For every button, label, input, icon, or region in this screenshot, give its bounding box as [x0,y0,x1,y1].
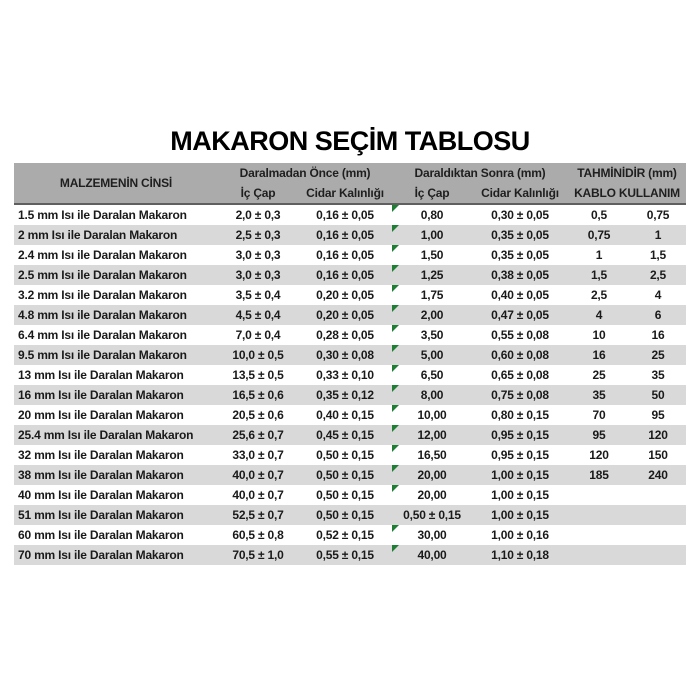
column-header-cable-usage: KABLO KULLANIM [568,183,686,204]
cell-after-wall-thickness: 0,40 ± 0,05 [472,285,568,305]
column-group-after-shrink: Daraldıktan Sonra (mm) [392,163,568,183]
cell-material-name: 2.5 mm Isı ile Daralan Makaron [14,265,218,285]
cell-before-inner-diameter: 40,0 ± 0,7 [218,465,298,485]
cell-before-wall-thickness: 0,28 ± 0,05 [298,325,392,345]
cell-material-name: 3.2 mm Isı ile Daralan Makaron [14,285,218,305]
cell-error-triangle-icon [392,545,399,552]
cell-error-triangle-icon [392,425,399,432]
cell-after-wall-thickness: 0,75 ± 0,08 [472,385,568,405]
table-row [14,305,686,325]
table-row [14,385,686,405]
cell-before-inner-diameter: 25,6 ± 0,7 [218,425,298,445]
cell-before-wall-thickness: 0,45 ± 0,15 [298,425,392,445]
cell-error-triangle-icon [392,285,399,292]
cell-cable-max: 150 [630,445,686,465]
cell-cable-max: 95 [630,405,686,425]
cell-cable-min: 35 [568,385,630,405]
cell-after-inner-diameter: 12,00 [392,425,472,445]
cell-cable-max: 6 [630,305,686,325]
cell-after-inner-diameter: 6,50 [392,365,472,385]
table-row [14,545,686,565]
cell-before-wall-thickness: 0,35 ± 0,12 [298,385,392,405]
cell-cable-max [630,505,686,525]
cell-before-inner-diameter: 20,5 ± 0,6 [218,405,298,425]
cell-material-name: 9.5 mm Isı ile Daralan Makaron [14,345,218,365]
cell-error-triangle-icon [392,325,399,332]
cell-error-triangle-icon [392,225,399,232]
cell-cable-max [630,485,686,505]
cell-before-inner-diameter: 10,0 ± 0,5 [218,345,298,365]
table-row [14,265,686,285]
cell-cable-min: 0,75 [568,225,630,245]
cell-after-inner-diameter: 0,80 [392,204,472,225]
cell-cable-min: 25 [568,365,630,385]
header-group-row [14,163,686,183]
table-row [14,405,686,425]
cell-material-name: 4.8 mm Isı ile Daralan Makaron [14,305,218,325]
cell-error-triangle-icon [392,465,399,472]
cell-cable-max: 1 [630,225,686,245]
column-header-after-inner-diameter: İç Çap [392,183,472,204]
cell-after-wall-thickness: 0,80 ± 0,15 [472,405,568,425]
page-title: MAKARON SEÇİM TABLOSU [170,126,530,156]
table-row [14,365,686,385]
cell-before-inner-diameter: 2,5 ± 0,3 [218,225,298,245]
cell-error-triangle-icon [392,205,399,212]
cell-before-wall-thickness: 0,55 ± 0,15 [298,545,392,565]
cell-before-wall-thickness: 0,40 ± 0,15 [298,405,392,425]
cell-after-inner-diameter: 1,50 [392,245,472,265]
column-header-after-wall-thickness: Cidar Kalınlığı [472,183,568,204]
cell-after-inner-diameter: 16,50 [392,445,472,465]
cell-before-wall-thickness: 0,50 ± 0,15 [298,485,392,505]
cell-error-triangle-icon [392,445,399,452]
cell-cable-min: 10 [568,325,630,345]
cell-error-triangle-icon [392,485,399,492]
cell-before-inner-diameter: 13,5 ± 0,5 [218,365,298,385]
cell-error-triangle-icon [392,265,399,272]
cell-after-wall-thickness: 0,60 ± 0,08 [472,345,568,365]
cell-after-inner-diameter: 10,00 [392,405,472,425]
table-row [14,465,686,485]
cell-material-name: 6.4 mm Isı ile Daralan Makaron [14,325,218,345]
cell-after-wall-thickness: 0,38 ± 0,05 [472,265,568,285]
cell-after-wall-thickness: 0,95 ± 0,15 [472,445,568,465]
cell-cable-min: 120 [568,445,630,465]
cell-after-wall-thickness: 1,00 ± 0,15 [472,485,568,505]
table-row [14,505,686,525]
cell-after-wall-thickness: 0,30 ± 0,05 [472,204,568,225]
cell-cable-min [568,485,630,505]
cell-cable-max: 240 [630,465,686,485]
cell-before-inner-diameter: 60,5 ± 0,8 [218,525,298,545]
cell-before-wall-thickness: 0,16 ± 0,05 [298,245,392,265]
cell-material-name: 25.4 mm Isı ile Daralan Makaron [14,425,218,445]
cell-after-wall-thickness: 1,00 ± 0,15 [472,505,568,525]
cell-before-inner-diameter: 3,0 ± 0,3 [218,245,298,265]
cell-after-inner-diameter: 2,00 [392,305,472,325]
cell-material-name: 38 mm Isı ile Daralan Makaron [14,465,218,485]
column-header-before-wall-thickness: Cidar Kalınlığı [298,183,392,204]
cell-material-name: 1.5 mm Isı ile Daralan Makaron [14,204,218,225]
cell-cable-min: 4 [568,305,630,325]
column-header-before-inner-diameter: İç Çap [218,183,298,204]
column-group-before-shrink: Daralmadan Önce (mm) [218,163,392,183]
table-row [14,525,686,545]
cell-cable-max [630,545,686,565]
cell-cable-min [568,525,630,545]
cell-after-inner-diameter: 30,00 [392,525,472,545]
cell-cable-min [568,505,630,525]
cell-before-inner-diameter: 2,0 ± 0,3 [218,204,298,225]
cell-material-name: 32 mm Isı ile Daralan Makaron [14,445,218,465]
cell-before-wall-thickness: 0,16 ± 0,05 [298,265,392,285]
cell-after-inner-diameter: 3,50 [392,325,472,345]
cell-before-inner-diameter: 40,0 ± 0,7 [218,485,298,505]
cell-before-inner-diameter: 3,0 ± 0,3 [218,265,298,285]
cell-after-inner-diameter: 1,00 [392,225,472,245]
cell-cable-max: 0,75 [630,204,686,225]
cell-after-inner-diameter: 20,00 [392,465,472,485]
cell-cable-max: 50 [630,385,686,405]
cell-after-inner-diameter: 20,00 [392,485,472,505]
table-header [14,163,686,204]
cell-before-inner-diameter: 16,5 ± 0,6 [218,385,298,405]
cell-cable-min: 70 [568,405,630,425]
cell-material-name: 60 mm Isı ile Daralan Makaron [14,525,218,545]
cell-after-wall-thickness: 0,35 ± 0,05 [472,245,568,265]
cell-after-inner-diameter: 1,75 [392,285,472,305]
table-row [14,285,686,305]
cell-before-wall-thickness: 0,52 ± 0,15 [298,525,392,545]
cell-before-wall-thickness: 0,16 ± 0,05 [298,204,392,225]
cell-material-name: 40 mm Isı ile Daralan Makaron [14,485,218,505]
cell-before-inner-diameter: 70,5 ± 1,0 [218,545,298,565]
cell-error-triangle-icon [392,365,399,372]
cell-after-inner-diameter: 8,00 [392,385,472,405]
cell-after-wall-thickness: 1,10 ± 0,18 [472,545,568,565]
cell-after-wall-thickness: 0,65 ± 0,08 [472,365,568,385]
cell-material-name: 2 mm Isı ile Daralan Makaron [14,225,218,245]
cell-cable-max: 2,5 [630,265,686,285]
cell-after-wall-thickness: 0,55 ± 0,08 [472,325,568,345]
cell-cable-max: 4 [630,285,686,305]
table-row [14,425,686,445]
cell-cable-min: 185 [568,465,630,485]
table-body [14,204,686,565]
cell-before-wall-thickness: 0,20 ± 0,05 [298,305,392,325]
cell-after-inner-diameter: 0,50 ± 0,15 [392,505,472,525]
cell-cable-max: 120 [630,425,686,445]
cell-before-wall-thickness: 0,50 ± 0,15 [298,465,392,485]
cell-cable-min: 1 [568,245,630,265]
cell-error-triangle-icon [392,245,399,252]
cell-error-triangle-icon [392,385,399,392]
column-group-estimated: TAHMİNİDİR (mm) [568,163,686,183]
cell-before-wall-thickness: 0,33 ± 0,10 [298,365,392,385]
cell-error-triangle-icon [392,345,399,352]
cell-after-inner-diameter: 40,00 [392,545,472,565]
table-row [14,204,686,225]
table-row [14,325,686,345]
cell-before-inner-diameter: 3,5 ± 0,4 [218,285,298,305]
table-row [14,245,686,265]
table-row [14,485,686,505]
column-header-material-type: MALZEMENİN CİNSİ [14,163,218,204]
cell-before-inner-diameter: 33,0 ± 0,7 [218,445,298,465]
cell-before-inner-diameter: 7,0 ± 0,4 [218,325,298,345]
cell-cable-min: 2,5 [568,285,630,305]
cell-before-wall-thickness: 0,50 ± 0,15 [298,445,392,465]
cell-cable-max: 16 [630,325,686,345]
cell-after-wall-thickness: 1,00 ± 0,15 [472,465,568,485]
cell-error-triangle-icon [392,405,399,412]
cell-material-name: 2.4 mm Isı ile Daralan Makaron [14,245,218,265]
cell-before-wall-thickness: 0,16 ± 0,05 [298,225,392,245]
cell-before-wall-thickness: 0,20 ± 0,05 [298,285,392,305]
cell-error-triangle-icon [392,525,399,532]
cell-before-wall-thickness: 0,30 ± 0,08 [298,345,392,365]
cell-material-name: 51 mm Isı ile Daralan Makaron [14,505,218,525]
cell-cable-min: 16 [568,345,630,365]
cell-cable-min: 0,5 [568,204,630,225]
cell-after-wall-thickness: 0,95 ± 0,15 [472,425,568,445]
cell-material-name: 70 mm Isı ile Daralan Makaron [14,545,218,565]
table-row [14,345,686,365]
table-row [14,225,686,245]
cell-after-wall-thickness: 1,00 ± 0,16 [472,525,568,545]
cell-cable-max: 1,5 [630,245,686,265]
cell-cable-max: 25 [630,345,686,365]
cell-after-inner-diameter: 1,25 [392,265,472,285]
cell-cable-max [630,525,686,545]
cell-before-inner-diameter: 4,5 ± 0,4 [218,305,298,325]
cell-cable-min: 1,5 [568,265,630,285]
cell-material-name: 20 mm Isı ile Daralan Makaron [14,405,218,425]
cell-after-wall-thickness: 0,35 ± 0,05 [472,225,568,245]
cell-material-name: 16 mm Isı ile Daralan Makaron [14,385,218,405]
cell-before-wall-thickness: 0,50 ± 0,15 [298,505,392,525]
cell-before-inner-diameter: 52,5 ± 0,7 [218,505,298,525]
cell-cable-max: 35 [630,365,686,385]
cell-cable-min [568,545,630,565]
cell-after-wall-thickness: 0,47 ± 0,05 [472,305,568,325]
cell-error-triangle-icon [392,305,399,312]
cell-cable-min: 95 [568,425,630,445]
makaron-selection-table [14,163,686,565]
cell-material-name: 13 mm Isı ile Daralan Makaron [14,365,218,385]
table-row [14,445,686,465]
cell-after-inner-diameter: 5,00 [392,345,472,365]
